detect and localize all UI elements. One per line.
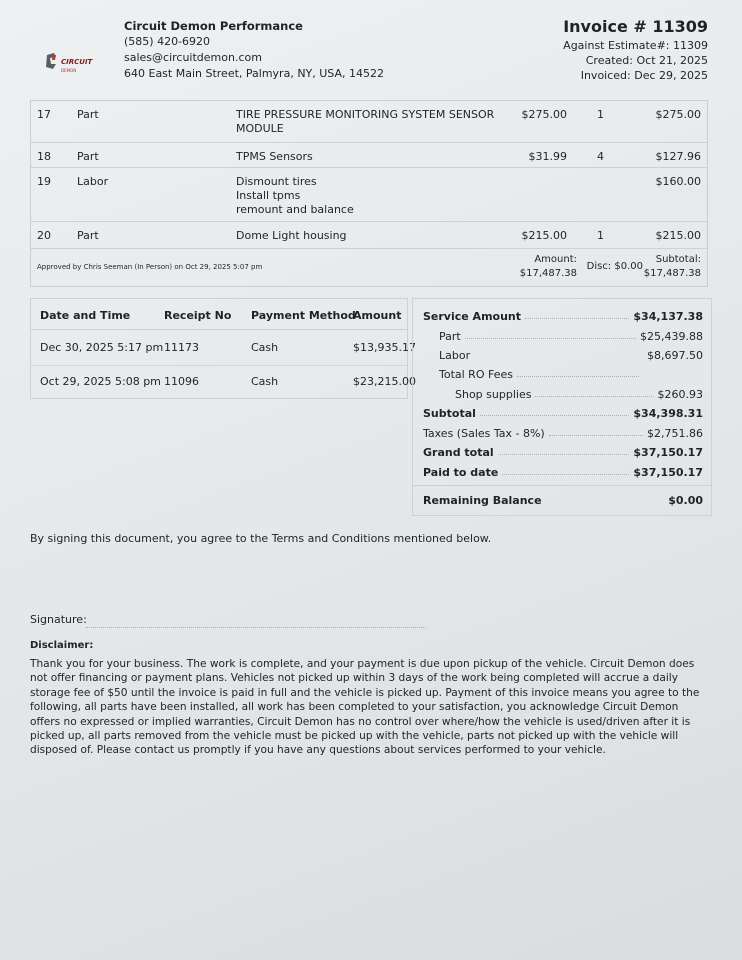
summary-subtotal xyxy=(423,404,703,420)
payments-header-method: Payment Method xyxy=(251,309,356,322)
payments-header-receipt: Receipt No xyxy=(164,309,232,322)
signature-label: Signature: xyxy=(30,613,87,626)
payments-header-date: Date and Time xyxy=(40,309,131,322)
logo-mark-icon xyxy=(44,52,58,70)
summary-service-amount xyxy=(423,307,703,323)
invoiced-date: Invoiced: Dec 29, 2025 xyxy=(580,69,708,82)
item-price: $215.00 xyxy=(521,229,567,242)
signature-line[interactable] xyxy=(86,627,426,628)
items-subtotal xyxy=(644,253,701,281)
company-phone: (585) 420-6920 xyxy=(124,35,211,48)
payment-amount: $23,215.00 xyxy=(353,375,416,388)
line-item-row xyxy=(31,143,707,168)
summary-label: Service Amount xyxy=(423,310,522,323)
summary-label: Labor xyxy=(439,349,471,362)
item-number: 18 xyxy=(37,150,51,163)
summary-value: $8,697.50 xyxy=(647,349,703,362)
item-description-line: Install tpms xyxy=(236,189,301,202)
payment-receipt: 11173 xyxy=(164,341,199,354)
summary-value: $25,439.88 xyxy=(640,330,703,343)
amount-label: Amount: xyxy=(534,254,577,265)
item-price: $31.99 xyxy=(528,150,567,163)
summary-label: Subtotal xyxy=(423,407,476,420)
summary-label: Paid to date xyxy=(423,466,499,479)
company-logo xyxy=(44,50,104,72)
summary-value: $0.00 xyxy=(668,494,703,507)
summary-value: $2,751.86 xyxy=(647,427,703,440)
item-total: $127.96 xyxy=(655,150,701,163)
payments-table xyxy=(30,298,416,399)
summary-value: $260.93 xyxy=(657,388,703,401)
summary-taxes xyxy=(423,424,703,440)
subtotal-value: $17,487.38 xyxy=(643,268,701,279)
item-description: TPMS Sensors xyxy=(236,150,313,163)
payment-amount: $13,935.17 xyxy=(353,341,416,354)
amount-value: $17,487.38 xyxy=(519,268,577,279)
item-type: Labor xyxy=(77,175,109,188)
item-description-line: Dismount tires xyxy=(236,175,317,188)
summary-label: Part xyxy=(439,330,461,343)
estimate-number: Against Estimate#: 11309 xyxy=(563,39,708,52)
subtotal-label: Subtotal: xyxy=(655,254,701,265)
summary-value: $37,150.17 xyxy=(633,466,703,479)
summary-label: Shop supplies xyxy=(455,388,532,401)
summary-value: $37,150.17 xyxy=(633,446,703,459)
item-number: 17 xyxy=(37,108,51,121)
approval-note: Approved by Chris Seeman (In Person) on Oct 29, 2025 5:07 pm xyxy=(37,263,263,271)
summary-label: Remaining Balance xyxy=(423,494,542,507)
payment-date: Oct 29, 2025 5:08 pm xyxy=(40,375,161,388)
item-type: Part xyxy=(77,150,99,163)
summary-labor xyxy=(423,346,703,362)
item-total: $275.00 xyxy=(655,108,701,121)
line-items-table xyxy=(30,100,708,287)
item-number: 20 xyxy=(37,229,51,242)
item-qty: 1 xyxy=(597,229,604,242)
company-email: sales@circuitdemon.com xyxy=(124,51,262,64)
line-item-row xyxy=(31,101,707,143)
terms-statement: By signing this document, you agree to the Terms and Conditions mentioned below. xyxy=(30,532,492,545)
item-description: Dome Light housing xyxy=(236,229,347,242)
summary-value: $34,398.31 xyxy=(633,407,703,420)
item-type: Part xyxy=(77,108,99,121)
item-type: Part xyxy=(77,229,99,242)
summary-label: Total RO Fees xyxy=(439,368,513,381)
line-item-row xyxy=(31,168,707,222)
items-amount xyxy=(520,253,577,281)
company-address: 640 East Main Street, Palmyra, NY, USA, 14522 xyxy=(124,67,385,80)
summary-value: $34,137.38 xyxy=(633,310,703,323)
created-date: Created: Oct 21, 2025 xyxy=(585,54,708,67)
summary-shop-supplies xyxy=(423,385,703,401)
invoice-number: Invoice # 11309 xyxy=(563,17,708,36)
payment-method: Cash xyxy=(251,341,279,354)
disclaimer-title: Disclaimer: xyxy=(30,640,94,651)
summary-label: Taxes (Sales Tax - 8%) xyxy=(423,427,545,440)
item-description: TIRE PRESSURE MONITORING SYSTEM SENSOR MODULE xyxy=(236,108,495,135)
summary-paid-to-date xyxy=(423,463,703,479)
item-description-line: remount and balance xyxy=(236,203,354,216)
summary-part xyxy=(423,327,703,343)
item-description xyxy=(236,175,496,217)
summary-grand-total xyxy=(423,443,703,459)
totals-summary xyxy=(412,298,712,516)
payment-receipt: 11096 xyxy=(164,375,199,388)
items-discount: Disc: $0.00 xyxy=(586,261,643,272)
summary-total-ro-fees xyxy=(423,365,643,381)
item-qty: 1 xyxy=(597,108,604,121)
summary-label: Grand total xyxy=(423,446,494,459)
disclaimer-text: Thank you for your business. The work is complete, and your payment is due upon pickup of the vehicle. Circuit Demon does not offer financing or payment plans. Vehicles not picked up within 3 days of the work being completed will accrue a daily storage fee of $50 until the invoice is paid in full and the vehicle is picked up. Payment of this invoice means you agree to the following, all parts have been installed, all work has been completed to your satisfaction, you acknowledge Circuit Demon offers no expressed or implied warranties, Circuit Demon has no control over where/how the vehicle is used/driven after it is picked up, all parts removed from the vehicle must be picked up with the vehicle, parts not picked up with the vehicle will disposed of. Please contact us promptly if you have any questions about services performed to your vehicle. xyxy=(30,658,700,757)
logo-text: CIRCUIT xyxy=(61,58,93,66)
item-total: $215.00 xyxy=(655,229,701,242)
payment-method: Cash xyxy=(251,375,279,388)
company-name: Circuit Demon Performance xyxy=(124,19,303,33)
item-total: $160.00 xyxy=(655,175,701,188)
line-item-row xyxy=(31,222,707,249)
summary-remaining-balance xyxy=(423,491,703,507)
payments-header-amount: Amount xyxy=(353,309,402,322)
item-number: 19 xyxy=(37,175,51,188)
item-qty: 4 xyxy=(597,150,604,163)
logo-subtext: DEMON xyxy=(61,68,77,73)
payment-date: Dec 30, 2025 5:17 pm xyxy=(40,341,164,354)
invoice-header xyxy=(563,16,708,83)
item-price: $275.00 xyxy=(521,108,567,121)
company-info xyxy=(124,18,384,82)
